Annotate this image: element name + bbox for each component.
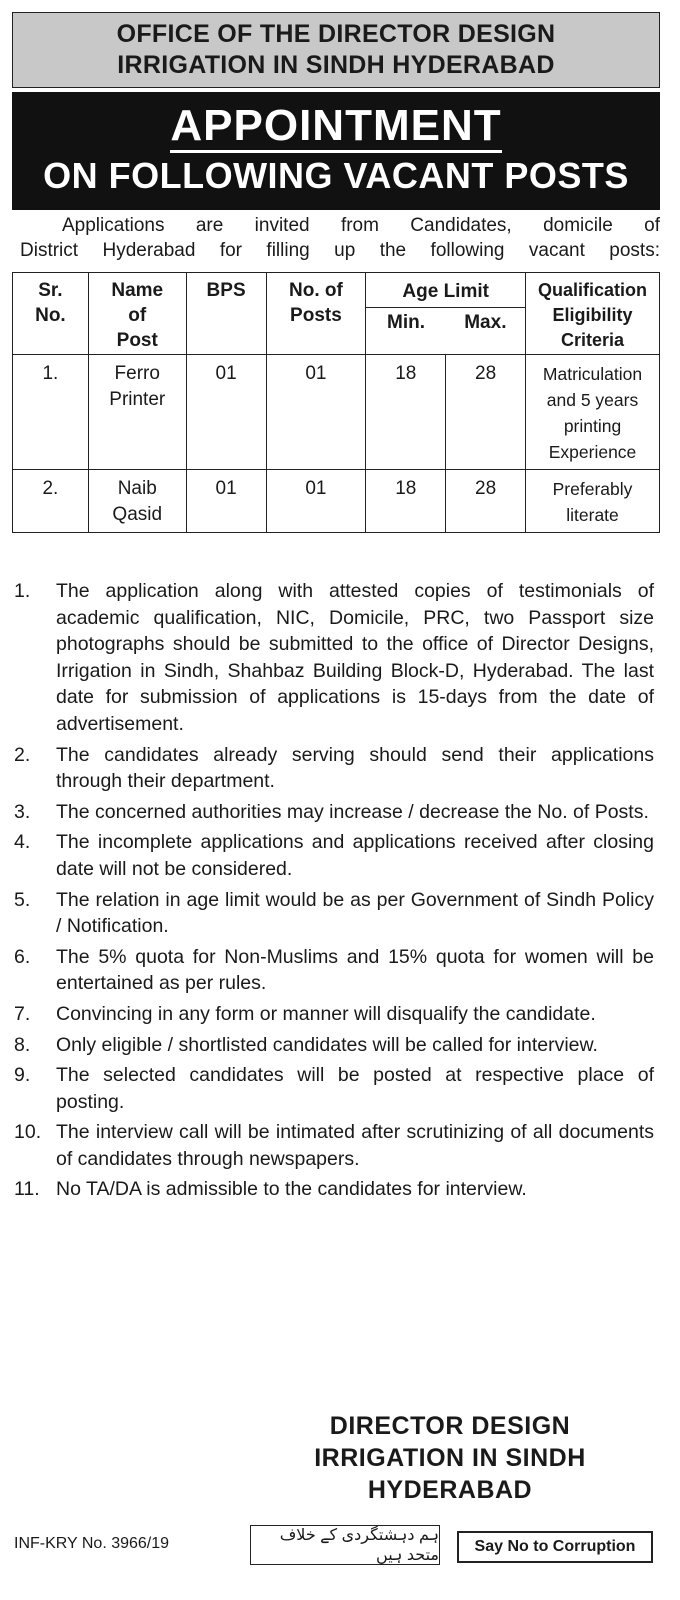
header-bps: BPS — [186, 273, 266, 355]
row-posts: 01 — [266, 355, 366, 470]
table-row — [13, 355, 660, 470]
row-qualification: Preferably literate — [526, 470, 660, 533]
footer — [14, 1525, 660, 1565]
list-item — [14, 1032, 654, 1059]
condition-number: 10. — [14, 1121, 42, 1144]
condition-number: 4. — [14, 831, 31, 854]
condition-number: 3. — [14, 800, 31, 823]
condition-text: The interview call will be intimated after scrutinizing of all documents of candidates through newspapers. — [56, 1121, 654, 1170]
condition-number: 7. — [14, 1002, 31, 1025]
condition-number: 9. — [14, 1064, 31, 1087]
row-age-min: 18 — [366, 355, 446, 470]
list-item — [14, 742, 654, 795]
list-item — [14, 887, 654, 940]
signature-line-2: IRRIGATION IN SINDH — [314, 1444, 586, 1472]
row-qualification: Matriculation and 5 years printing Experience — [526, 355, 660, 470]
row-sr: 1. — [13, 355, 89, 470]
banner-subtitle: ON FOLLOWING VACANT POSTS — [43, 155, 629, 196]
condition-number: 1. — [14, 580, 31, 602]
signature-line-1: DIRECTOR DESIGN — [329, 1412, 571, 1440]
table-header-row — [13, 273, 660, 355]
header-sr: Sr. No. — [13, 273, 89, 355]
condition-text: Only eligible / shortlisted candidates will be called for interview. — [56, 1033, 598, 1056]
list-item — [14, 1119, 654, 1172]
row-bps: 01 — [186, 470, 266, 533]
office-line-1: OFFICE OF THE DIRECTOR DESIGN — [116, 20, 556, 48]
corruption-slogan: Say No to Corruption — [474, 1538, 636, 1555]
row-post-name: Naib Qasid — [88, 470, 186, 533]
row-age-min: 18 — [366, 470, 446, 533]
condition-text: Convincing in any form or manner will disqualify the candidate. — [56, 1002, 596, 1025]
appointment-banner — [12, 92, 660, 210]
condition-number: 8. — [14, 1033, 31, 1056]
vacant-posts-table — [12, 272, 660, 533]
condition-number: 5. — [14, 888, 31, 911]
banner-title: APPOINTMENT — [170, 101, 501, 153]
row-sr: 2. — [13, 470, 89, 533]
intro-line-2: District Hyderabad for filling up the following vacant posts: — [20, 240, 660, 261]
office-line-2: IRRIGATION IN SINDH HYDERABAD — [117, 51, 555, 79]
condition-number: 11. — [14, 1178, 40, 1201]
reference-number: INF-KRY No. 3966/19 — [14, 1535, 170, 1552]
header-age-limit: Age Limit Min. Max. — [366, 273, 526, 355]
conditions-list — [14, 578, 654, 1207]
row-age-max: 28 — [446, 470, 526, 533]
condition-text: The concerned authorities may increase / decrease the No. of Posts. — [56, 800, 649, 823]
list-item — [14, 578, 654, 738]
header-age-min: Min. — [387, 312, 426, 333]
condition-text: The incomplete applications and applications received after closing date will not be considered. — [56, 831, 654, 880]
list-item — [14, 944, 654, 997]
header-age-max: Max. — [464, 312, 507, 333]
intro-line-1: Applications are invited from Candidates, domicile of — [62, 215, 660, 236]
urdu-slogan-box — [250, 1525, 440, 1565]
office-header — [12, 12, 660, 88]
signature-block — [260, 1410, 640, 1506]
condition-text: The application along with attested copies of testimonials of academic qualification, NIC, Domicile, PRC, two Passport size photographs should be submitted to the office of Director Designs, Irrigation in Sindh, Shahbaz Building Block-D, Hyderabad. The last date for submission of applications is 15-days from the date of advertisement. — [56, 580, 654, 735]
condition-text: The selected candidates will be posted at respective place of posting. — [56, 1064, 654, 1113]
corruption-slogan-box — [457, 1531, 653, 1563]
row-posts: 01 — [266, 470, 366, 533]
header-qualification: Qualification Eligibility Criteria — [526, 273, 660, 355]
row-post-name: Ferro Printer — [88, 355, 186, 470]
condition-text: The relation in age limit would be as per Government of Sindh Policy / Notification. — [56, 888, 654, 938]
intro-text — [20, 213, 660, 263]
urdu-slogan: ہم دہشتگردی کے خلاف متحد ہیں — [279, 1527, 439, 1564]
header-name: Name of Post — [88, 273, 186, 355]
condition-text: The 5% quota for Non-Muslims and 15% quota for women will be entertained as per rules. — [56, 945, 654, 995]
list-item — [14, 1062, 654, 1115]
row-age-max: 28 — [446, 355, 526, 470]
row-bps: 01 — [186, 355, 266, 470]
signature-line-3: HYDERABAD — [367, 1476, 533, 1504]
condition-number: 6. — [14, 945, 31, 968]
header-posts: No. of Posts — [266, 273, 366, 355]
list-item — [14, 1176, 654, 1203]
table-row — [13, 470, 660, 533]
list-item — [14, 1001, 654, 1028]
condition-text: The candidates already serving should send their applications through their department. — [56, 743, 654, 793]
condition-text: No TA/DA is admissible to the candidates for interview. — [56, 1178, 527, 1201]
condition-number: 2. — [14, 743, 31, 766]
list-item — [14, 799, 654, 826]
list-item — [14, 829, 654, 882]
